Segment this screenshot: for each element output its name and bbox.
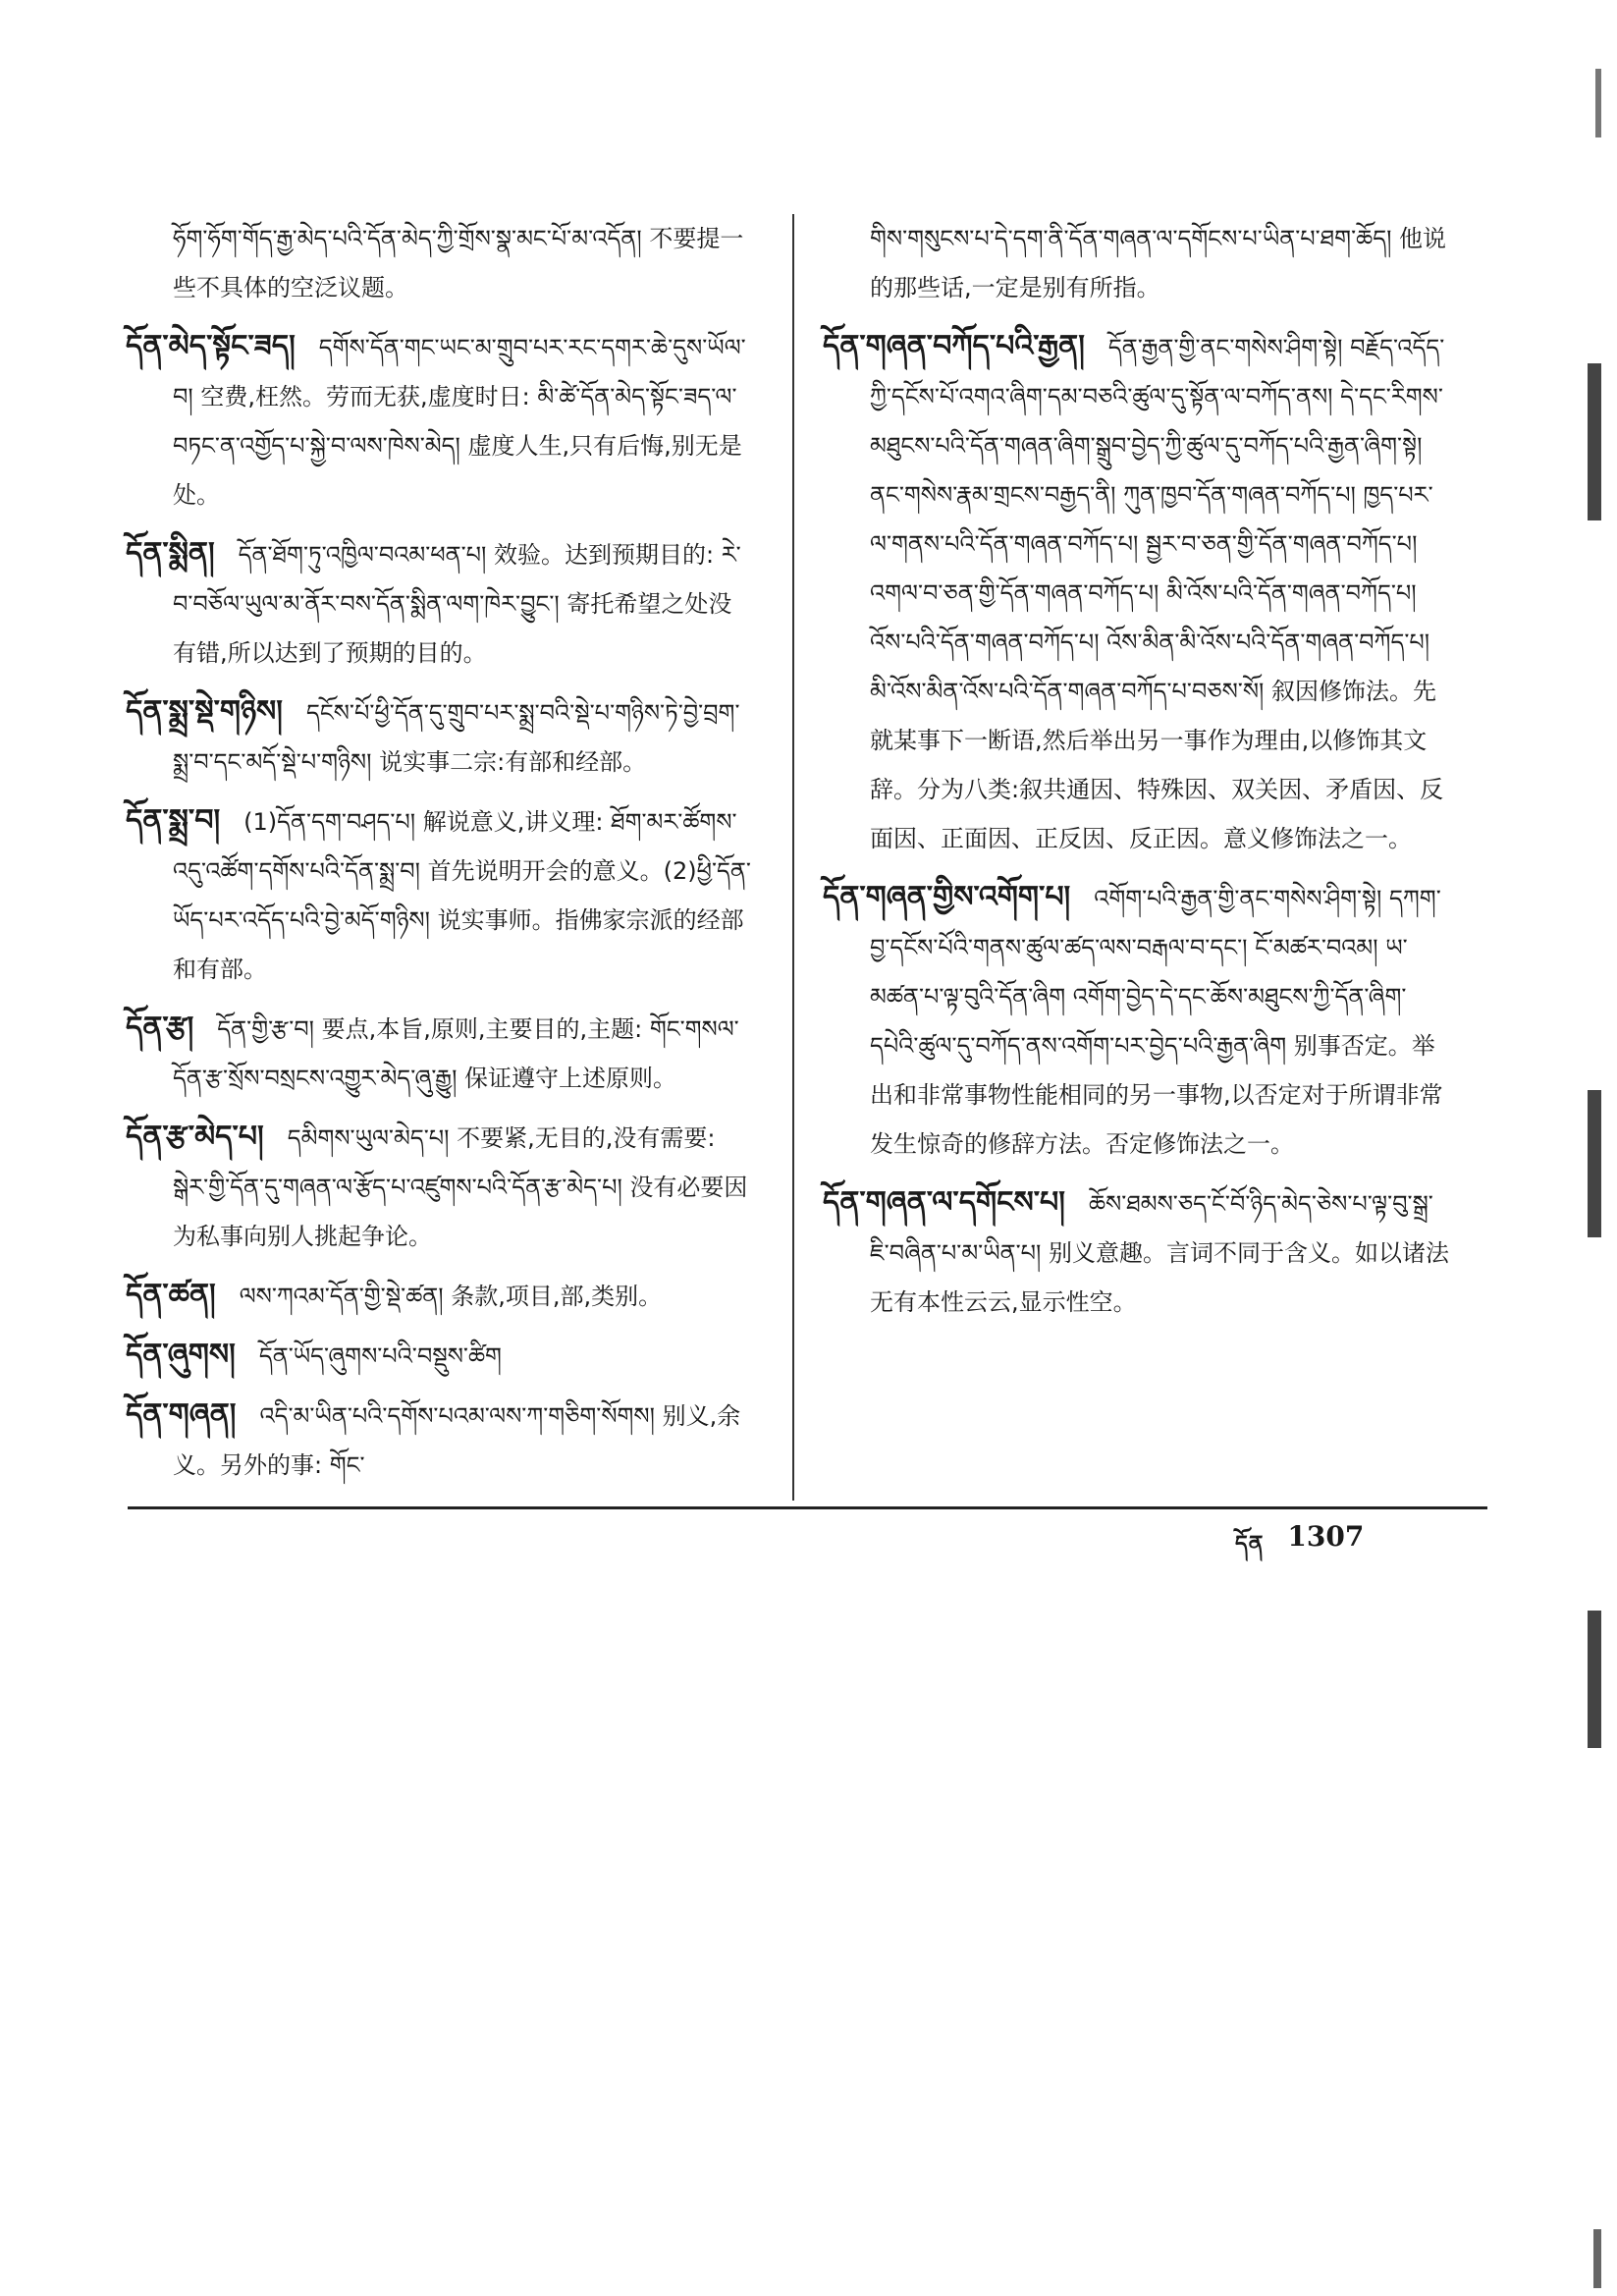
entry-headword: དོན་མེད་སྟོང་ཟད།: [126, 329, 296, 363]
footer-rule: [128, 1506, 1487, 1509]
entry-definition: དམིགས་ཡུལ་མེད་པ། 不要紧,无目的,没有需要: སྒེར་གྱི་དོན་དུ་གཞན་ལ་རྩོད་པ་འཛུགས་པའི་དོན་རྩ་མེད་པ། 没有必要因为私事向别人挑起争论。: [173, 1124, 748, 1250]
column-divider: [792, 214, 794, 1501]
right-column: [823, 214, 1451, 1337]
entry-headword: དོན་ཚན།: [126, 1278, 216, 1312]
entry-continuation: [823, 214, 1451, 312]
entry-headword: དོན་རྩ།: [126, 1011, 194, 1045]
entry-continuation: [126, 214, 754, 312]
entry-definition: ལས་ཀའམ་དོན་གྱི་སྡེ་ཚན། 条款,项目,部,类别。: [239, 1283, 663, 1310]
entry-headword: དོན་གཞན།: [126, 1397, 237, 1432]
entry-headword: དོན་གཞན་ལ་དགོངས་པ།: [823, 1185, 1065, 1220]
dictionary-entry: [823, 1178, 1451, 1327]
entry-definition: དོན་ཐོག་ཏུ་འཁྱིལ་བའམ་ཕན་པ། 效验。达到预期目的: རེ་བ་བཅོལ་ཡུལ་མ་ནོར་བས་དོན་སྨིན་ལག་ཁེར་བྱུང་། 寄托希望之处没有错,所以达到了预期的目的。: [173, 541, 741, 667]
entry-headword: དོན་སྨྲ་སྡེ་གཉིས།: [126, 694, 283, 729]
dictionary-entry: [823, 873, 1451, 1169]
dictionary-entry: [126, 529, 754, 678]
entry-headword: དོན་རྩ་མེད་པ།: [126, 1120, 264, 1154]
left-column: [126, 214, 754, 1500]
entry-definition: (1)དོན་དག་བཤད་པ། 解说意义,讲义理: ཐོག་མར་ཚོགས་འདུ་འཚོག་དགོས་པའི་དོན་སྨྲ་བ། 首先说明开会的意义。(2)ཕྱི་དོན་ཡོད་པར་འདོད་པའི་བྱེ་མདོ་གཉིས། 说实事师。指佛家宗派的经部和有部。: [173, 808, 751, 983]
entry-definition: འདི་མ་ཡིན་པའི་དགོས་པའམ་ལས་ཀ་གཅིག་སོགས། 别义,余义。另外的事: གོང་: [173, 1402, 741, 1479]
entry-headword: དོན་སྨིན།: [126, 536, 215, 571]
dictionary-entry: [126, 1391, 754, 1490]
entry-headword: དོན་གཞན་གྱིས་འགོག་པ།: [823, 880, 1071, 914]
entry-definition: དོན་རྒྱན་གྱི་ནང་གསེས་ཤིག་སྟེ། བརྗོད་འདོད་ཀྱི་དངོས་པོ་འགའ་ཞིག་དམ་བཅའི་ཚུལ་དུ་སྟོན་ལ་བཀོད་ནས། དེ་དང་རིགས་མཐུངས་པའི་དོན་གཞན་ཞིག་སྒྲུབ་བྱེད་ཀྱི་ཚུལ་དུ་བཀོད་པའི་རྒྱན་ཞིག་སྟེ། ནང་གསེས་རྣམ་གྲངས་བརྒྱད་ནི། ཀུན་ཁྱབ་དོན་གཞན་བཀོད་པ། ཁྱད་པར་ལ་གནས་པའི་དོན་གཞན་བཀོད་པ། སྦྱར་བ་ཅན་གྱི་དོན་གཞན་བཀོད་པ། འགལ་བ་ཅན་གྱི་དོན་གཞན་བཀོད་པ། མི་འོས་པའི་དོན་གཞན་བཀོད་པ། འོས་པའི་དོན་གཞན་བཀོད་པ། འོས་མིན་མི་འོས་པའི་དོན་གཞན་བཀོད་པ། མི་འོས་མིན་འོས་པའི་དོན་གཞན་བཀོད་པ་བཅས་སོ། 叙因修饰法。先就某事下一断语,然后举出另一事作为理由,以修饰其文辞。分为八类:叙共通因、特殊因、双关因、矛盾因、反面因、正面因、正反因、反正因。意义修饰法之一。: [870, 334, 1445, 852]
page-number: 1307: [1287, 1520, 1365, 1553]
entry-headword: དོན་གཞན་བཀོད་པའི་རྒྱན།: [823, 329, 1085, 363]
dictionary-entry: [126, 796, 754, 994]
entry-definition: དངོས་པོ་ཕྱི་དོན་དུ་གྲུབ་པར་སྨྲ་བའི་སྡེ་པ་གཉིས་ཏེ་བྱེ་བྲག་སྨྲ་བ་དང་མདོ་སྡེ་པ་གཉིས། 说实事二宗:有部和经部。: [173, 699, 740, 776]
dictionary-entry: [126, 1113, 754, 1261]
dictionary-entry: [126, 322, 754, 519]
entry-definition: འགོག་པའི་རྒྱན་གྱི་ནང་གསེས་ཤིག་སྟེ། དཀག་བྱ་དངོས་པོའི་གནས་ཚུལ་ཚད་ལས་བརྒལ་བ་དང་། ངོ་མཚར་བའམ། ཡ་མཚན་པ་ལྟ་བུའི་དོན་ཞིག འགོག་བྱེད་དེ་དང་ཆོས་མཐུངས་ཀྱི་དོན་ཞིག་དཔེའི་ཚུལ་དུ་བཀོད་ནས་འགོག་པར་བྱེད་པའི་རྒྱན་ཞིག 别事否定。举出和非常事物性能相同的另一事物,以否定对于所谓非常发生惊奇的修辞方法。否定修饰法之一。: [870, 885, 1443, 1158]
page-footer: [1235, 1520, 1364, 1569]
entry-definition: དོན་གྱི་རྩ་བ། 要点,本旨,原则,主要目的,主题: གོང་གསལ་དོན་རྩ་སྲོས་བསྲངས་འགྱུར་མེད་ཞུ་རྒྱུ། 保证遵守上述原则。: [173, 1015, 739, 1092]
entry-definition: གིས་གསུངས་པ་དེ་དག་ནི་དོན་གཞན་ལ་དགོངས་པ་ཡིན་པ་ཐག་ཆོད། 他说的那些话,一定是别有所指。: [870, 225, 1447, 301]
dictionary-entry: [126, 1331, 754, 1381]
entry-headword: དོན་ཞུགས།: [126, 1338, 236, 1372]
dictionary-entry: [126, 1271, 754, 1321]
entry-definition: དགོས་དོན་གང་ཡང་མ་གྲུབ་པར་རང་དགར་ཆེ་དུས་ཡོལ་བ། 空费,枉然。劳而无获,虚度时日: མི་ཚེ་དོན་མེད་སྟོང་ཟད་ལ་བཏང་ན་འགྱོད་པ་སྐྱེ་བ་ལས་ཁེས་མེད། 虚度人生,只有后悔,别无是处。: [173, 334, 746, 509]
dictionary-entry: [126, 687, 754, 787]
entry-definition: ཆོས་ཐམས་ཅད་ངོ་བོ་ཉིད་མེད་ཅེས་པ་ལྟ་བུ་སྒྲ་ཇི་བཞིན་པ་མ་ཡིན་པ། 别义意趣。言词不同于含义。如以诸法无有本性云云,显示性空。: [870, 1190, 1450, 1316]
dictionary-entry: [126, 1004, 754, 1103]
dictionary-entry: [823, 322, 1451, 863]
entry-definition: ཧོག་ཧོག་གོད་རྒྱ་མེད་པའི་དོན་མེད་ཀྱི་གྲོས་སྣ་མང་པོ་མ་འདོན། 不要提一些不具体的空泛议题。: [173, 225, 744, 301]
running-head: དོན: [1235, 1532, 1265, 1557]
entry-headword: དོན་སྨྲ་བ།: [126, 803, 221, 838]
entry-definition: དོན་ཡོད་ཞུགས་པའི་བསྡུས་ཚིག: [258, 1342, 502, 1370]
